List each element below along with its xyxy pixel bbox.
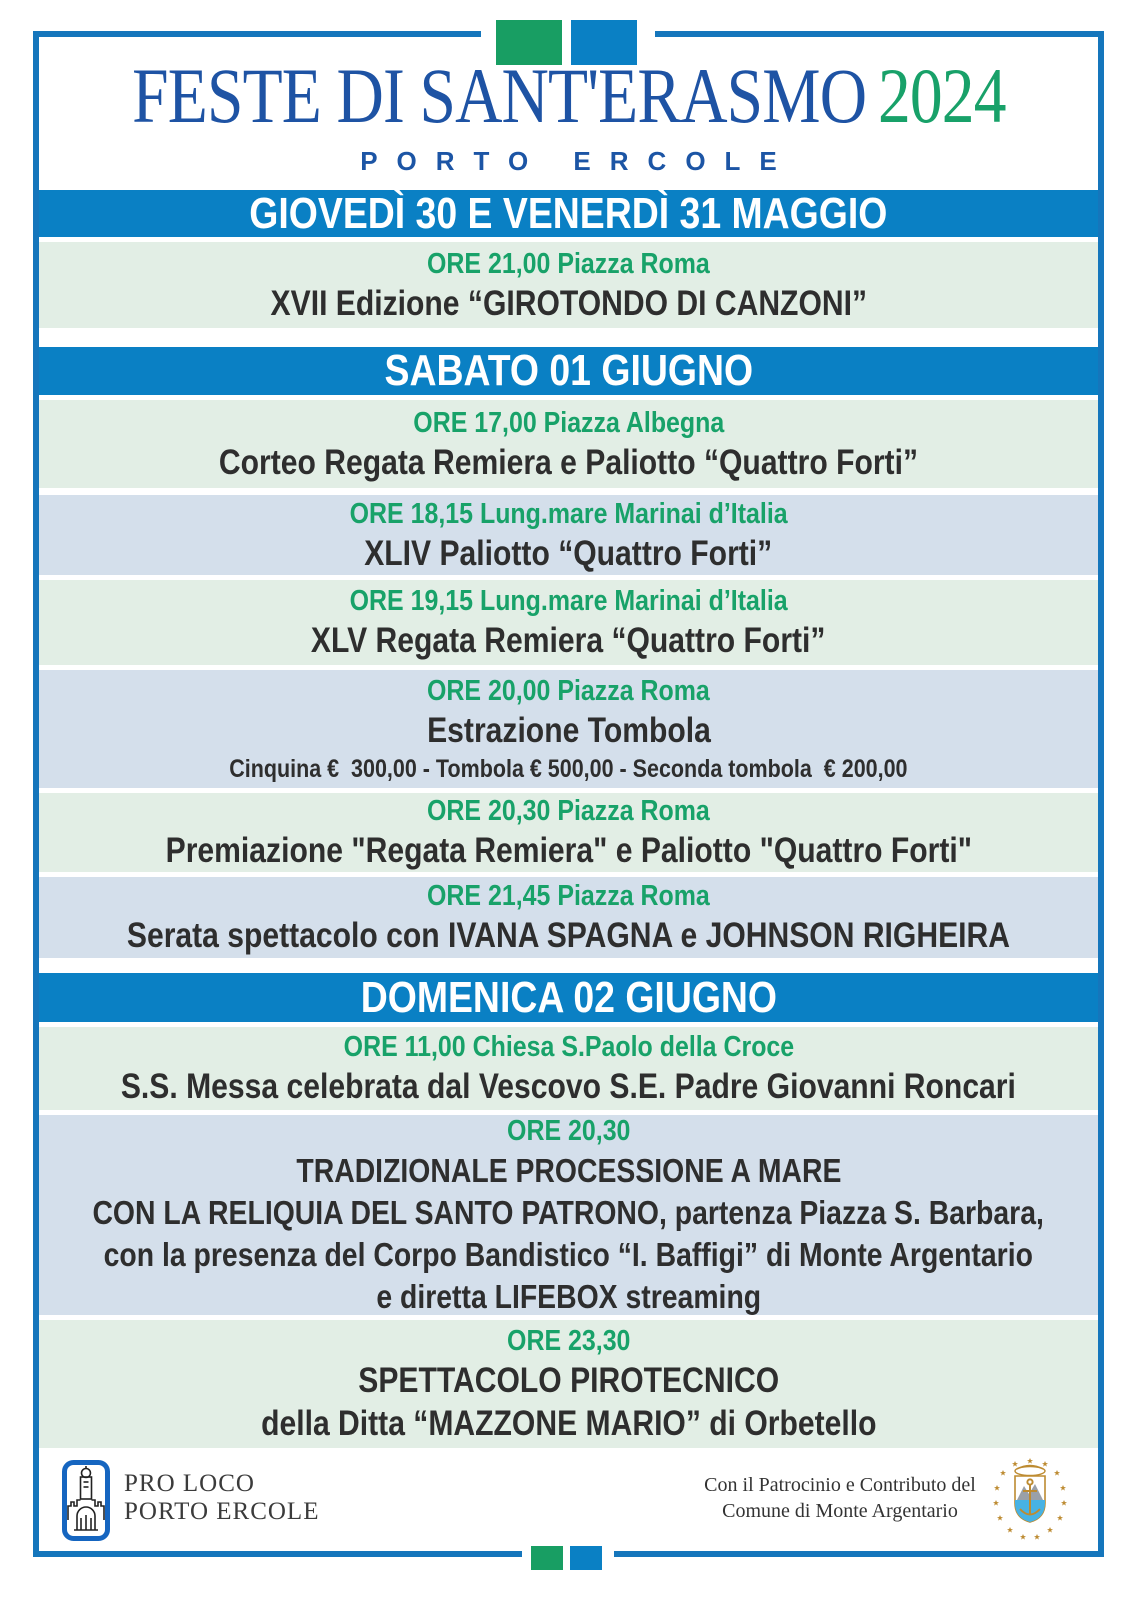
day-banner-sabato (39, 347, 1098, 395)
event-time (404, 674, 733, 708)
green-square-icon (531, 1546, 563, 1570)
event-title (331, 534, 805, 574)
subtitle: PORTO ERCOLE (360, 146, 796, 176)
proloco-name: PRO LOCO (124, 1470, 255, 1497)
event-card-premiazione (39, 793, 1098, 872)
event-title-label: S.S. Messa celebrata dal Vescovo S.E. Padre Giovanni Roncari (120, 1067, 1017, 1106)
event-title (252, 1151, 886, 1190)
event-time-label: ORE 18,15 Lung.mare Marinai d’Italia (349, 497, 788, 530)
event-detail-label: CON LA RELIQUIA DEL SANTO PATRONO, partenza Piazza S. Barbara, (92, 1194, 1045, 1231)
event-time-label: ORE 20,00 Piazza Roma (427, 675, 710, 707)
event-title (48, 1067, 1089, 1107)
page-title (39, 48, 1098, 144)
title-line (132, 48, 1005, 144)
event-title (162, 443, 975, 483)
event-detail-line (211, 1404, 927, 1444)
proloco-logo-icon (62, 1460, 110, 1541)
event-time-label: ORE 21,00 Piazza Roma (427, 247, 710, 280)
event-title (269, 621, 867, 661)
event-title (222, 284, 916, 324)
event-time (404, 794, 733, 828)
event-title (55, 916, 1082, 956)
event-title-label: Serata spettacolo con IVANA SPAGNA e JOHNSON RIGHEIRA (126, 916, 1011, 955)
event-prize-note-label: Cinquina € 300,00 - Tombola € 500,00 - Seconda tombola € 200,00 (229, 755, 908, 783)
day-banner-domenica (39, 973, 1098, 1022)
event-card-xlv-regata (39, 580, 1098, 665)
blue-square-icon (570, 1546, 602, 1570)
day-banner-label: GIOVEDÌ 30 E VENERDÌ 31 MAGGIO (249, 188, 888, 238)
patrocinio-line: Comune di Monte Argentario (722, 1500, 958, 1522)
event-time (404, 879, 733, 913)
event-title (404, 711, 734, 751)
day-banner-label: SABATO 01 GIUGNO (384, 346, 753, 395)
event-title-label: Estrazione Tombola (426, 711, 711, 750)
patrocinio-line: Con il Patrocinio e Contributo del (704, 1474, 976, 1496)
event-title (324, 1361, 813, 1401)
event-card-serata-spettacolo (39, 877, 1098, 958)
proloco-caption (124, 1470, 319, 1526)
event-card-girotondo (39, 242, 1098, 328)
title-year: 2024 (877, 52, 1006, 139)
day-banner-label: DOMENICA 02 GIUGNO (360, 972, 777, 1022)
event-time-label: ORE 17,00 Piazza Albegna (413, 406, 724, 439)
event-time-label: ORE 21,45 Piazza Roma (427, 880, 710, 912)
event-card-tombola (39, 670, 1098, 788)
monte-argentario-coat-of-arms-icon (990, 1455, 1070, 1545)
event-time-label: ORE 23,30 (506, 1325, 631, 1357)
event-title-label: XLV Regata Remiera “Quattro Forti” (311, 621, 826, 660)
event-time (404, 247, 733, 281)
event-prize-note (174, 754, 963, 784)
event-time-label: ORE 20,30 (506, 1115, 631, 1147)
day-banner-giovedi-venerdi (39, 190, 1098, 237)
event-title-label: Premiazione "Regata Remiera" e Paliotto "Quattro Forti" (165, 831, 972, 870)
event-detail-label: con la presenza del Corpo Bandistico “I. Baffigi” di Monte Argentario (103, 1236, 1034, 1273)
proloco-place: PORTO ERCOLE (124, 1498, 320, 1525)
event-time-label: ORE 19,15 Lung.mare Marinai d’Italia (349, 585, 788, 617)
event-detail-line (28, 1235, 1109, 1274)
event-time (307, 1030, 831, 1064)
patrocinio-caption (640, 1472, 1040, 1524)
event-card-pirotecnico (39, 1320, 1098, 1448)
event-detail-line (15, 1193, 1121, 1232)
event-title-label: SPETTACOLO PIROTECNICO (358, 1361, 779, 1400)
event-title-label: XVII Edizione “GIROTONDO DI CANZONI” (270, 283, 867, 323)
event-title (100, 831, 1038, 871)
event-title-label: XLIV Paliotto “Quattro Forti” (364, 533, 773, 573)
event-card-xliv-paliotto (39, 495, 1098, 575)
event-time-label: ORE 11,00 Chiesa S.Paolo della Croce (343, 1031, 794, 1063)
poster-header (39, 48, 1098, 177)
event-time-label: ORE 20,30 Piazza Roma (427, 795, 710, 827)
event-card-processione (39, 1115, 1098, 1315)
event-time (314, 584, 823, 618)
event-card-corteo (39, 400, 1098, 488)
event-title-label: Corteo Regata Remiera e Paliotto “Quattro Forti” (218, 442, 919, 482)
event-time (314, 497, 823, 531)
event-card-messa (39, 1027, 1098, 1110)
event-title-label: TRADIZIONALE PROCESSIONE A MARE (295, 1152, 842, 1189)
event-detail-line (345, 1277, 792, 1316)
event-time (388, 406, 750, 440)
event-detail-label: della Ditta “MAZZONE MARIO” di Orbetello (260, 1404, 877, 1443)
title-text: FESTE DI SANT'ERASMO (131, 52, 866, 139)
event-time (497, 1324, 640, 1358)
event-detail-label: e diretta LIFEBOX streaming (376, 1278, 761, 1315)
event-time (497, 1114, 640, 1148)
